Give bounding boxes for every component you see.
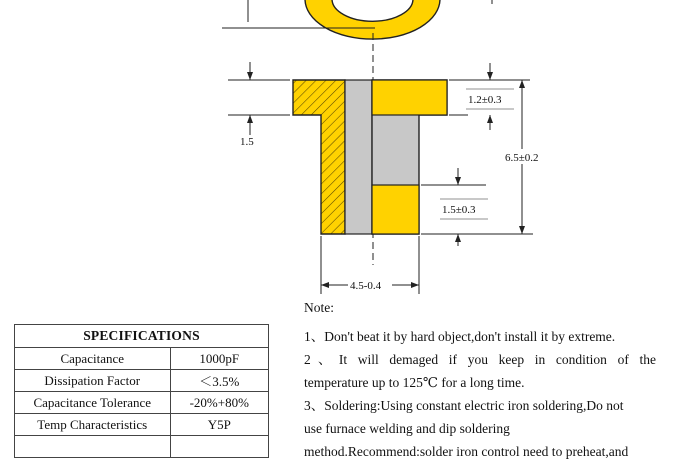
spec-value: Y5P — [170, 414, 269, 436]
note-item: temperature up to 125℃ for a long time. — [304, 375, 525, 390]
top-view — [222, 0, 492, 39]
spec-label: Capacitance Tolerance — [15, 392, 171, 414]
spec-value: 1000pF — [170, 348, 269, 370]
spec-value — [170, 436, 269, 458]
section-view — [293, 80, 447, 234]
table-row — [15, 370, 269, 392]
spec-value: -20%+80% — [170, 392, 269, 414]
dim-flange-height — [228, 62, 290, 148]
dim-flange-thickness — [449, 63, 530, 130]
dim-flange-height-label: 1.5 — [240, 136, 254, 148]
note-item: 2、It will demaged if you keep in condition of the — [304, 352, 656, 367]
table-row — [15, 392, 269, 414]
spec-label: Dissipation Factor — [15, 370, 171, 392]
dim-diameter-label: 4.5-0.4 — [350, 280, 382, 292]
note-item: 3、Soldering:Using constant electric iron soldering,Do not — [304, 398, 624, 413]
dim-total-height-label: 6.5±0.2 — [505, 152, 539, 164]
table-row — [15, 348, 269, 370]
spec-label: Temp Characteristics — [15, 414, 171, 436]
specifications-title: SPECIFICATIONS — [15, 325, 269, 348]
dim-flange-thickness-label: 1.2±0.3 — [468, 94, 502, 106]
note-item: 1、Don't beat it by hard object,don't install it by extreme. — [304, 329, 616, 344]
dim-bottom-band-label: 1.5±0.3 — [442, 204, 476, 216]
spec-label — [15, 436, 171, 458]
note-item: use furnace welding and dip soldering — [304, 421, 510, 436]
notes-title: Note: — [304, 300, 334, 315]
note-item: method.Recommend:solder iron control need to preheat,and — [304, 444, 629, 459]
notes-section — [304, 297, 656, 462]
table-row — [15, 436, 269, 458]
specifications-table — [14, 324, 269, 458]
spec-label: Capacitance — [15, 348, 171, 370]
dim-diameter — [321, 236, 419, 294]
spec-value: ＜3.5% — [170, 370, 269, 392]
table-row — [15, 414, 269, 436]
